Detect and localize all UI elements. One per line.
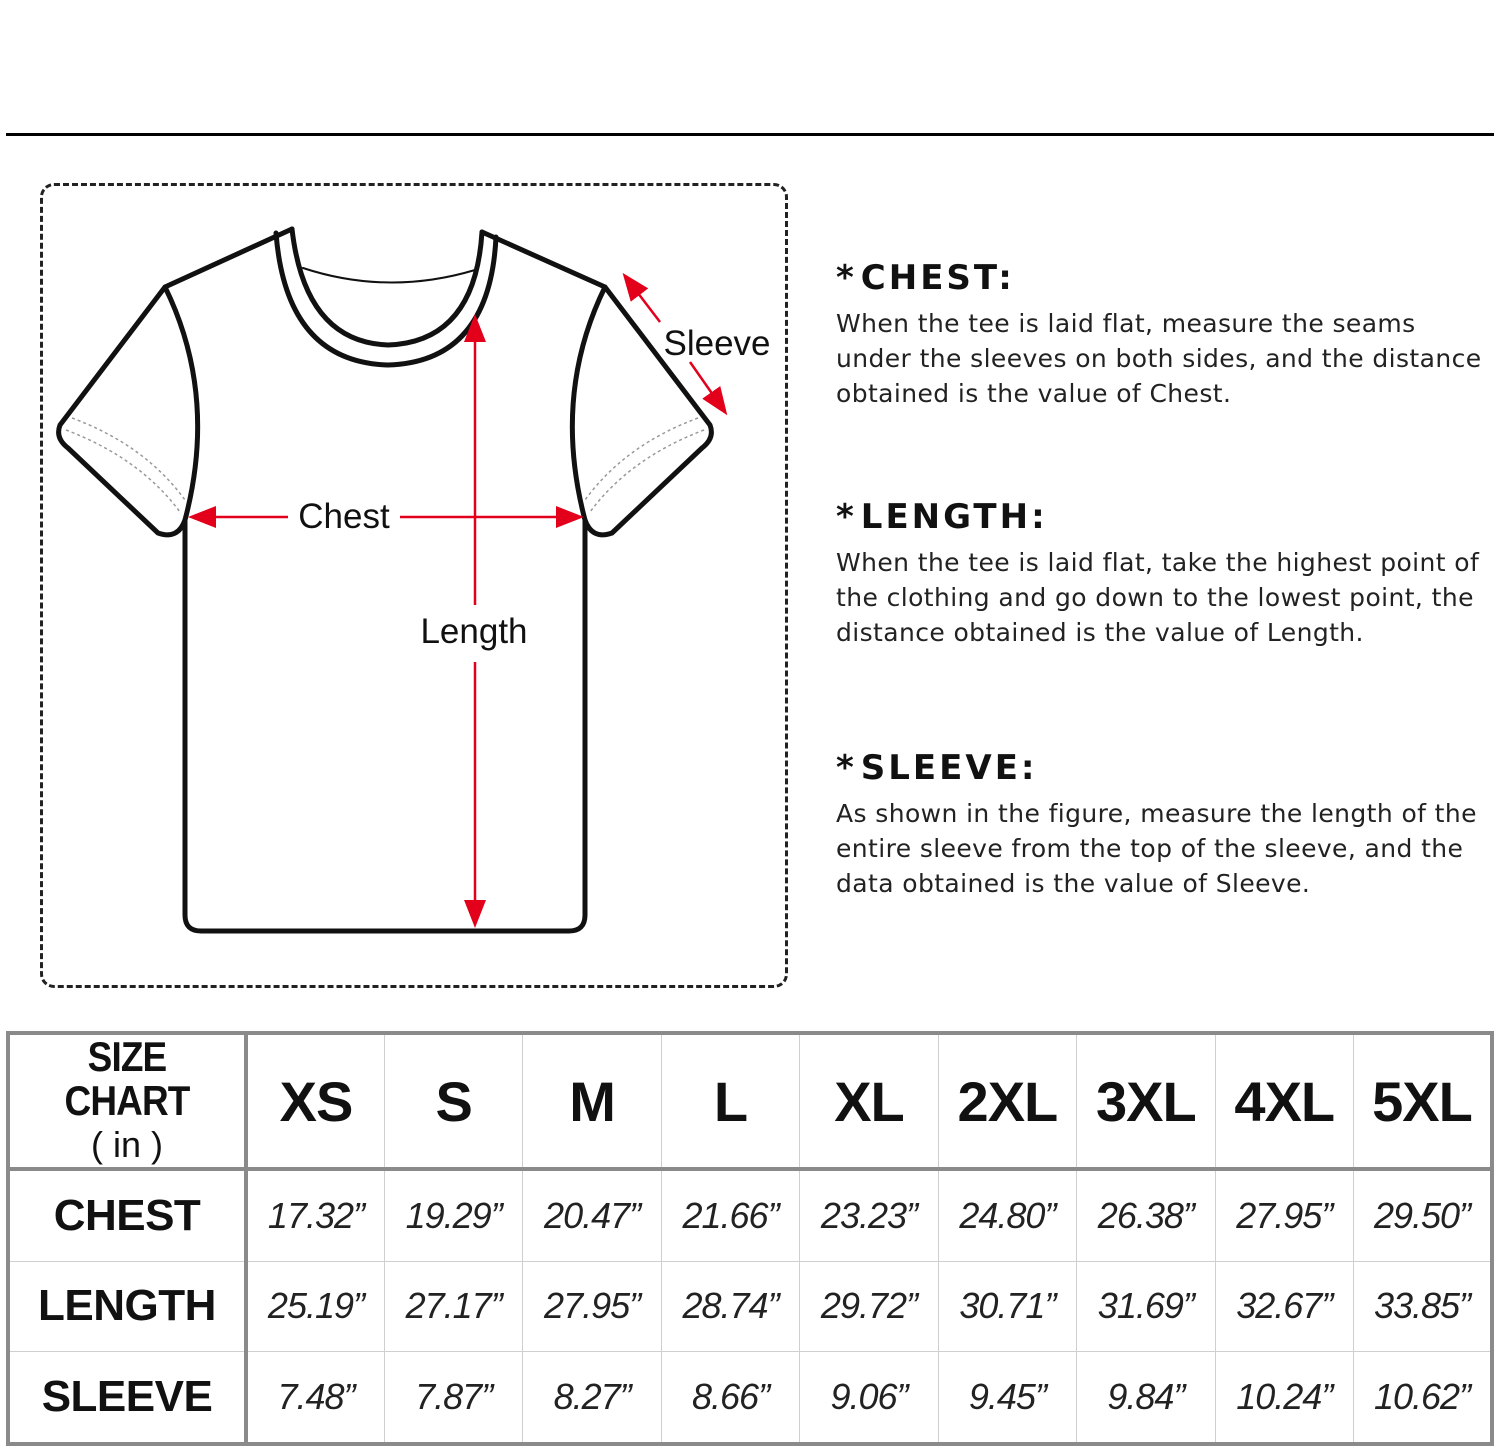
chest-instruction-text: When the tee is laid flat, measure the seams under the sleeves on both sides, and the distance obtained is the value of Chest. bbox=[836, 309, 1482, 408]
table-cell: 10.62” bbox=[1354, 1351, 1493, 1444]
table-cell: 29.72” bbox=[800, 1262, 938, 1352]
size-header-xs: XS bbox=[246, 1033, 384, 1169]
table-cell: 31.69” bbox=[1077, 1262, 1215, 1352]
star-icon: * bbox=[836, 258, 857, 298]
size-header-s: S bbox=[384, 1033, 522, 1169]
size-chart-unit: ( in ) bbox=[91, 1124, 163, 1165]
row-label-length: LENGTH bbox=[8, 1262, 246, 1352]
chest-instruction bbox=[836, 258, 1486, 411]
table-cell: 27.95” bbox=[523, 1262, 661, 1352]
table-cell: 8.27” bbox=[523, 1351, 661, 1444]
size-header-4xl: 4XL bbox=[1215, 1033, 1353, 1169]
table-cell: 26.38” bbox=[1077, 1169, 1215, 1262]
sleeve-instruction-text: As shown in the figure, measure the length of the entire sleeve from the top of the sleeve, and the data obtained is the value of Sleeve. bbox=[836, 799, 1477, 898]
table-cell: 24.80” bbox=[938, 1169, 1076, 1262]
star-icon: * bbox=[836, 748, 857, 788]
size-header-row bbox=[8, 1033, 1492, 1169]
row-label-sleeve: SLEEVE bbox=[8, 1351, 246, 1444]
table-cell: 25.19” bbox=[246, 1262, 384, 1352]
length-instruction-text: When the tee is laid flat, take the highest point of the clothing and go down to the lowest point, the distance obtained is the value of Length. bbox=[836, 548, 1480, 647]
table-cell: 7.48” bbox=[246, 1351, 384, 1444]
size-header-m: M bbox=[523, 1033, 661, 1169]
table-cell: 8.66” bbox=[661, 1351, 799, 1444]
collar-outer bbox=[292, 229, 482, 345]
sleeve-label: Sleeve bbox=[663, 324, 771, 363]
table-cell: 28.74” bbox=[661, 1262, 799, 1352]
right-armhole bbox=[572, 287, 605, 520]
size-header-5xl: 5XL bbox=[1354, 1033, 1493, 1169]
table-cell: 32.67” bbox=[1215, 1262, 1353, 1352]
tshirt-body-outline bbox=[59, 229, 712, 931]
table-cell: 29.50” bbox=[1354, 1169, 1493, 1262]
table-cell: 27.95” bbox=[1215, 1169, 1353, 1262]
table-cell: 9.45” bbox=[938, 1351, 1076, 1444]
sleeve-instruction bbox=[836, 748, 1486, 901]
table-cell: 10.24” bbox=[1215, 1351, 1353, 1444]
table-cell: 30.71” bbox=[938, 1262, 1076, 1352]
table-cell: 23.23” bbox=[800, 1169, 938, 1262]
tshirt-outline bbox=[59, 229, 712, 931]
table-row-chest bbox=[8, 1169, 1492, 1262]
left-hem-stitch-1 bbox=[72, 418, 185, 500]
table-cell: 19.29” bbox=[384, 1169, 522, 1262]
size-header-2xl: 2XL bbox=[938, 1033, 1076, 1169]
size-header-l: L bbox=[661, 1033, 799, 1169]
size-chart-table bbox=[6, 1031, 1494, 1446]
row-label-chest: CHEST bbox=[8, 1169, 246, 1262]
size-header-3xl: 3XL bbox=[1077, 1033, 1215, 1169]
left-armhole bbox=[165, 287, 198, 520]
length-label: Length bbox=[420, 612, 528, 651]
length-instruction-title: * LENGTH: bbox=[836, 497, 1048, 537]
chest-label: Chest bbox=[298, 497, 390, 536]
table-cell: 21.66” bbox=[661, 1169, 799, 1262]
table-cell: 17.32” bbox=[246, 1169, 384, 1262]
length-instruction bbox=[836, 497, 1486, 650]
table-cell: 33.85” bbox=[1354, 1262, 1493, 1352]
table-row-length bbox=[8, 1262, 1492, 1352]
collar-back bbox=[303, 268, 475, 283]
table-row-sleeve bbox=[8, 1351, 1492, 1444]
chest-instruction-title: * CHEST: bbox=[836, 258, 1015, 298]
table-cell: 27.17” bbox=[384, 1262, 522, 1352]
table-cell: 9.06” bbox=[800, 1351, 938, 1444]
star-icon: * bbox=[836, 497, 857, 537]
sleeve-instruction-title: * SLEEVE: bbox=[836, 748, 1038, 788]
size-header-xl: XL bbox=[800, 1033, 938, 1169]
sleeve-arrow-up bbox=[625, 276, 660, 322]
table-cell: 20.47” bbox=[523, 1169, 661, 1262]
table-cell: 9.84” bbox=[1077, 1351, 1215, 1444]
right-hem-stitch-1 bbox=[585, 418, 698, 500]
size-chart-title: SIZE CHART bbox=[64, 1033, 190, 1124]
size-chart-corner bbox=[8, 1033, 246, 1169]
table-cell: 7.87” bbox=[384, 1351, 522, 1444]
